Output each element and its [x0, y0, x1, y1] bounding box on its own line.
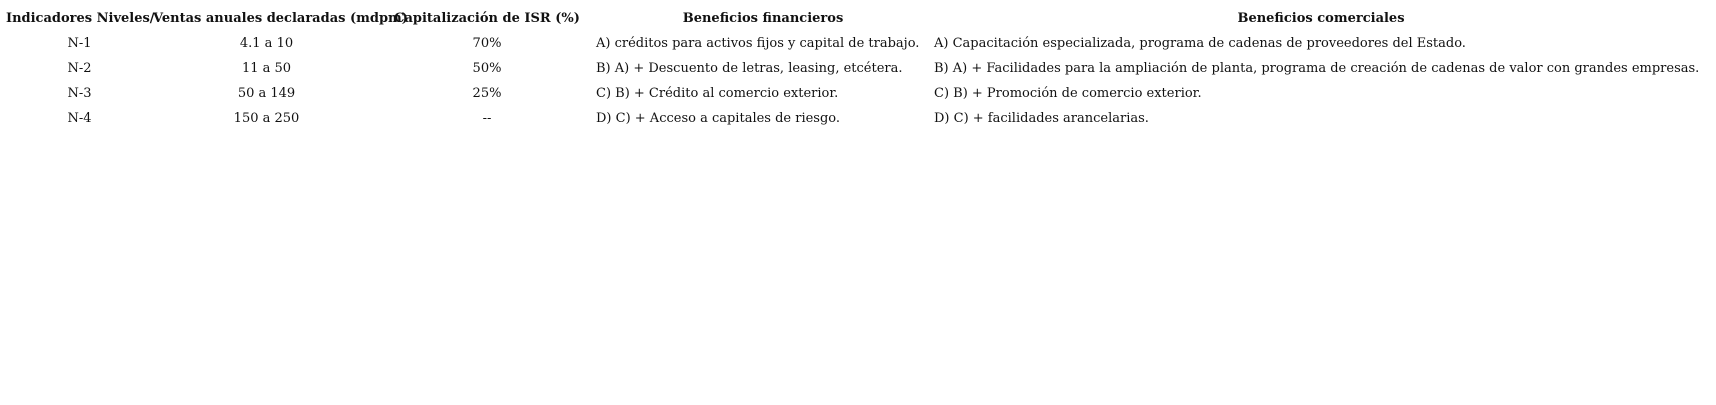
header-ventas-anuales: Ventas anuales declaradas (mdpm): [153, 11, 408, 26]
benefits-table-sheet: [6, 6, 1710, 131]
header-beneficios-comerciales: Beneficios comerciales: [1237, 11, 1405, 26]
table-row: [6, 106, 1710, 131]
header-indicadores-niveles: Indicadores Niveles/: [6, 11, 155, 26]
cell-nivel: N-3: [67, 86, 92, 101]
cell-nivel: N-2: [67, 61, 92, 76]
cell-beneficio-comercial: C) B) + Promoción de comercio exterior.: [934, 86, 1202, 101]
benefits-table: [6, 6, 1710, 131]
cell-beneficio-comercial: A) Capacitación especializada, programa de cadenas de proveedores del Estado.: [934, 36, 1466, 51]
table-header: [6, 6, 1710, 31]
cell-ventas: 4.1 a 10: [239, 36, 294, 51]
cell-capitalizacion: 25%: [472, 86, 502, 101]
cell-ventas: 150 a 250: [233, 111, 300, 126]
cell-capitalizacion: 70%: [472, 36, 502, 51]
cell-beneficio-financiero: B) A) + Descuento de letras, leasing, etcétera.: [596, 61, 903, 76]
cell-beneficio-financiero: C) B) + Crédito al comercio exterior.: [596, 86, 839, 101]
cell-beneficio-financiero: A) créditos para activos fijos y capital de trabajo.: [596, 36, 920, 51]
cell-capitalizacion: --: [482, 111, 492, 126]
table-row: [6, 31, 1710, 56]
table-row: [6, 56, 1710, 81]
cell-ventas: 11 a 50: [241, 61, 292, 76]
cell-nivel: N-1: [67, 36, 92, 51]
cell-nivel: N-4: [67, 111, 92, 126]
header-row: [6, 6, 1710, 31]
cell-ventas: 50 a 149: [237, 86, 296, 101]
cell-beneficio-comercial: B) A) + Facilidades para la ampliación de planta, programa de creación de cadenas de valor con grandes empresas.: [934, 61, 1700, 76]
cell-beneficio-comercial: D) C) + facilidades arancelarias.: [934, 111, 1149, 126]
cell-beneficio-financiero: D) C) + Acceso a capitales de riesgo.: [596, 111, 841, 126]
table-body: [6, 31, 1710, 131]
table-row: [6, 81, 1710, 106]
cell-capitalizacion: 50%: [472, 61, 502, 76]
header-beneficios-financieros: Beneficios financieros: [682, 11, 844, 26]
header-capitalizacion-isr: Capitalización de ISR (%): [394, 11, 580, 26]
